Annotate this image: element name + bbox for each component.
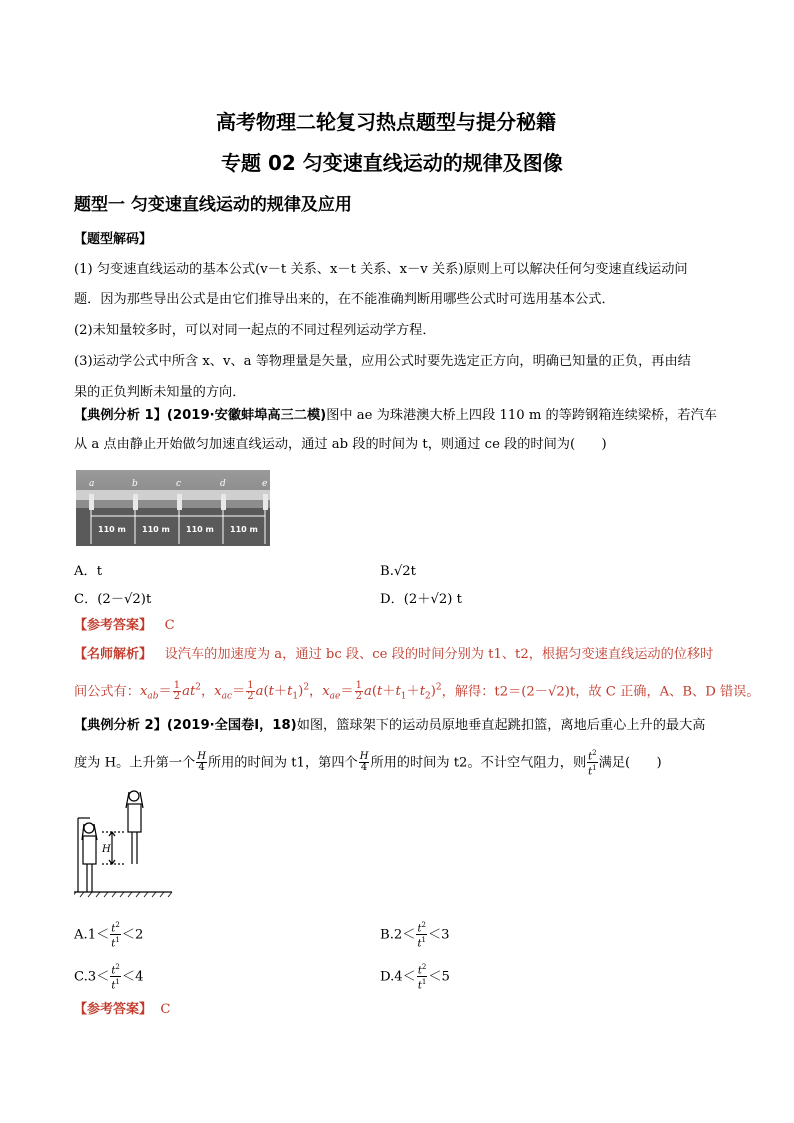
ex1-answer-line [74, 616, 175, 636]
bridge-span-3: 110 m [186, 525, 214, 534]
ex2-answer: C [160, 1002, 171, 1017]
ex1-analysis-text-2b: ，解得：t2＝(2－√2)t，故 C 正确，A、B、D 错误。 [441, 684, 760, 700]
ex2-answer-line [74, 1000, 171, 1020]
example-1-line-1 [74, 406, 717, 426]
figure-h-label: H [102, 844, 111, 855]
bridge-point-a: a [89, 479, 95, 489]
ex1-option-b[interactable]: B.√2t [380, 564, 416, 579]
bridge-photo [76, 470, 270, 546]
ex2-answer-tag: 【参考答案】 [74, 1002, 153, 1017]
example-2-text-2a: 度为 H。上升第一个 [74, 755, 196, 771]
bridge-point-d: d [220, 479, 226, 489]
jump-figure [74, 784, 174, 898]
example-2-text-2b: 所用的时间为 t1，第四个 [207, 755, 358, 771]
ex2-option-c[interactable]: C.3＜ $\frac{t^2}{t^1}$ ＜4 [74, 963, 144, 992]
example-1-tag: 【典例分析 1】 [74, 408, 167, 423]
ex1-option-d[interactable]: D．(2＋√2) t [380, 592, 462, 607]
example-2-source: (2019·全国卷Ⅰ，18) [166, 718, 297, 733]
ex1-analysis-tag: 【名师解析】 [74, 647, 153, 662]
bridge-span-1: 110 m [98, 525, 126, 534]
bridge-point-c: c [176, 479, 182, 489]
doc-subtitle: 专题 02 匀变速直线运动的规律及图像 [221, 151, 563, 175]
bridge-span-2: 110 m [142, 525, 170, 534]
example-2-text-2d: 满足( ) [598, 755, 662, 771]
jump-illustration [74, 784, 174, 898]
ex1-formula: $x_{ab}=$ $\frac{1}{2}$ $at^2$，$x_{ac}=$ $\frac{1}{2}$ $a(t+t_1)^2$，$x_{ae}=$ $\frac{1}{2}$ $a(t+t_1+t_2)^2$ [139, 680, 442, 703]
example-2-text-2c: 所用的时间为 t2。不计空气阻力，则 [370, 755, 587, 771]
section-heading: 题型一 匀变速直线运动的规律及应用 [74, 195, 352, 215]
example-1-source: (2019·安徽蚌埠高三二模) [166, 408, 327, 423]
ex1-answer: C [164, 618, 175, 633]
paragraph-3-line-2: 果的正负判断未知量的方向． [74, 385, 246, 400]
doc-title: 高考物理二轮复习热点题型与提分秘籍 [216, 110, 556, 134]
ex2-option-b[interactable]: B.2＜ $\frac{t^2}{t^1}$ ＜3 [380, 921, 450, 950]
ex1-analysis-line-1 [74, 645, 713, 665]
example-2-text-1: 如图，篮球架下的运动员原地垂直起跳扣篮，离地后重心上升的最大高 [296, 718, 706, 733]
paragraph-3-line-1: (3)运动学公式中所含 x、v、a 等物理量是矢量，应用公式时要先选定正方向，明确已知量的正负，再由结 [74, 354, 691, 369]
example-2-tag: 【典例分析 2】 [74, 718, 167, 733]
paragraph-2: (2)未知量较多时，可以对同一起点的不同过程列运动学方程． [74, 323, 436, 338]
paragraph-1-line-1: (1) 匀变速直线运动的基本公式(v－t 关系、x－t 关系、x－v 关系)原则上可以解决任何匀变速直线运动问 [74, 262, 688, 277]
ex1-option-a[interactable]: A．t [74, 564, 103, 579]
ex1-analysis-line-2 [74, 678, 760, 707]
example-2-line-2: 度为 H。上升第一个 $\frac{H}{4}$ 所用的时间为 t1，第四个 $\frac{H}{4}$ 所用的时间为 t2。不计空气阻力，则 $\frac{t^2}{t^1}$ 满足( ) [74, 749, 662, 778]
ex2-option-d[interactable]: D.4＜ $\frac{t^2}{t^1}$ ＜5 [380, 963, 450, 992]
bridge-point-e: e [262, 479, 268, 489]
ex1-analysis-text-1: 设汽车的加速度为 a，通过 bc 段、ce 段的时间分别为 t1、t2，根据匀变速直线运动的位移时 [164, 647, 714, 662]
bridge-illustration [76, 470, 270, 546]
paragraph-1-line-2: 题．因为那些导出公式是由它们推导出来的，在不能准确判断用哪些公式时可选用基本公式． [74, 292, 615, 307]
ex1-option-c[interactable]: C．(2－√2)t [74, 592, 152, 607]
example-1-text-1: 图中 ae 为珠港澳大桥上四段 110 m 的等跨钢箱连续梁桥，若汽车 [326, 408, 717, 423]
example-2-line-1 [74, 716, 706, 736]
ex1-analysis-text-2a: 间公式有： [74, 684, 140, 700]
bridge-point-b: b [132, 479, 138, 489]
bridge-span-4: 110 m [230, 525, 258, 534]
ex2-option-a[interactable]: A.1＜ $\frac{t^2}{t^1}$ ＜2 [74, 921, 144, 950]
jiema-tag: 【题型解码】 [74, 232, 153, 247]
ex1-answer-tag: 【参考答案】 [74, 618, 153, 633]
example-1-line-2: 从 a 点由静止开始做匀加速直线运动，通过 ab 段的时间为 t，则通过 ce 段的时间为( ) [74, 437, 607, 452]
